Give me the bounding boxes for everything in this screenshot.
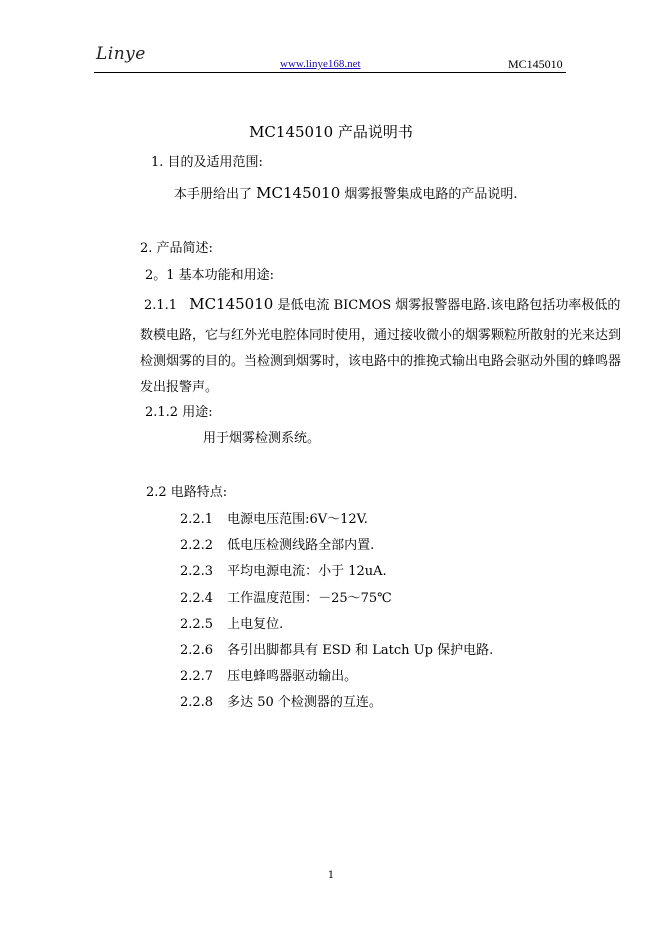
website-link[interactable]: www.linye168.net bbox=[280, 58, 361, 70]
section-2-1-heading: 2。1 基本功能和用途: bbox=[145, 268, 275, 283]
section-2-1-2-body: 用于烟雾检测系统。 bbox=[203, 431, 321, 446]
feature-item bbox=[180, 669, 357, 685]
feature-number: 2.2.7 bbox=[180, 669, 214, 685]
page-number: 1 bbox=[327, 870, 335, 881]
header-model-number: MC145010 bbox=[508, 57, 563, 71]
feature-text: 低电压检测线路全部内置. bbox=[227, 538, 375, 554]
section-1-body-post: 烟雾报警集成电路的产品说明. bbox=[344, 187, 518, 202]
feature-item bbox=[180, 643, 493, 659]
section-2-1-1-line2: 数模电路，它与红外光电腔体同时使用，通过接收微小的烟雾颗粒所散射的光来达到 bbox=[140, 328, 622, 343]
document-title: MC145010 产品说明书 bbox=[249, 123, 413, 141]
feature-number: 2.2.5 bbox=[180, 616, 214, 632]
feature-text: 多达 50 个检测器的互连。 bbox=[227, 695, 382, 711]
feature-text: 上电复位. bbox=[227, 616, 284, 632]
section-2-1-1-text1: 是低电流 BICMOS 烟雾报警器电路.该电路包括功率极低的 bbox=[277, 298, 621, 313]
feature-number: 2.2.6 bbox=[180, 643, 214, 658]
feature-number: 2.2.3 bbox=[180, 564, 214, 580]
section-2-1-1-model: MC145010 bbox=[189, 295, 274, 313]
feature-number: 2.2.2 bbox=[180, 538, 214, 554]
feature-item bbox=[180, 617, 283, 633]
section-1-body-model: MC145010 bbox=[256, 184, 341, 202]
section-2-1-1-line3: 检测烟雾的目的。当检测到烟雾时，该电路中的推挽式输出电路会驱动外围的蜂鸣器 bbox=[140, 354, 622, 369]
feature-item bbox=[180, 538, 374, 554]
feature-text: 平均电源电流：小于 12uA. bbox=[227, 564, 387, 580]
feature-number: 2.2.4 bbox=[180, 590, 214, 606]
section-1-heading: 1. 目的及适用范围: bbox=[151, 155, 263, 170]
feature-item bbox=[180, 564, 387, 580]
feature-text: 各引出脚都具有 ESD 和 Latch Up 保护电路. bbox=[227, 643, 494, 658]
feature-item bbox=[180, 512, 368, 528]
feature-number: 2.2.8 bbox=[180, 695, 214, 711]
section-2-1-2-heading: 2.1.2 用途: bbox=[145, 405, 213, 420]
section-2-1-1-line4: 发出报警声。 bbox=[140, 380, 219, 395]
feature-text: 电源电压范围:6V～12V. bbox=[227, 512, 368, 527]
section-2-1-1-line1 bbox=[144, 296, 620, 314]
section-2-2-heading: 2.2 电路特点: bbox=[146, 485, 228, 500]
section-2-1-1-number: 2.1.1 bbox=[144, 298, 178, 313]
section-2-heading: 2. 产品简述: bbox=[140, 241, 213, 256]
feature-item bbox=[180, 695, 382, 711]
feature-number: 2.2.1 bbox=[180, 512, 214, 527]
brand-logo: Linye bbox=[96, 44, 146, 64]
section-1-body bbox=[174, 185, 518, 203]
feature-text: 压电蜂鸣器驱动输出。 bbox=[227, 669, 358, 685]
feature-item bbox=[180, 591, 392, 607]
header-divider bbox=[94, 72, 566, 73]
section-1-body-pre: 本手册给出了 bbox=[174, 187, 253, 202]
feature-text: 工作温度范围：－25～75℃ bbox=[227, 590, 392, 606]
